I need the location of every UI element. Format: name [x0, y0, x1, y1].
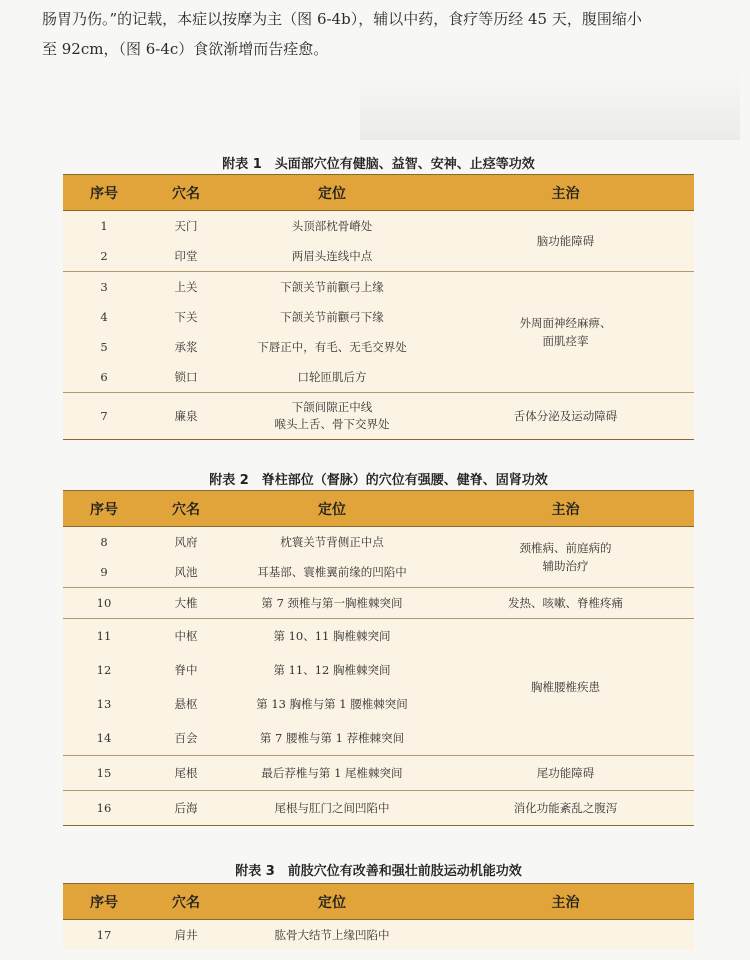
row-loc: 头顶部枕骨嵴处 — [291, 219, 373, 233]
background-bleed — [360, 70, 740, 140]
row-loc: 第 7 颈椎与第一胸椎棘突间 — [227, 588, 437, 619]
row-num: 10 — [63, 588, 145, 619]
zhu-line: 辅助治疗 — [542, 559, 589, 573]
header-loc: 定位 — [227, 175, 437, 211]
row-loc: 第 7 腰椎与第 1 荐椎棘突间 — [227, 721, 437, 756]
table2-header-row — [63, 491, 694, 527]
row-name: 上关 — [174, 280, 198, 294]
row-num: 9 — [63, 557, 145, 588]
table1 — [63, 174, 694, 440]
row-zhu: 消化功能紊乱之腹泻 — [437, 791, 694, 826]
row-name: 百会 — [145, 721, 227, 756]
table-row — [63, 272, 694, 303]
row-loc: 最后荐椎与第 1 尾椎棘突间 — [227, 756, 437, 791]
row-name: 风府 — [174, 535, 198, 549]
row-name: 后海 — [145, 791, 227, 826]
row-loc: 肱骨大结节上缘凹陷中 — [274, 928, 390, 942]
row-num: 11 — [96, 629, 112, 643]
row-zhu: 胸椎腰椎疾患 — [437, 619, 694, 756]
row-zhu — [437, 920, 694, 951]
table1-header-row — [63, 175, 694, 211]
header-zhu: 主治 — [437, 175, 694, 211]
zhu-line: 面肌痉挛 — [542, 334, 589, 348]
row-loc: 尾根与肛门之间凹陷中 — [227, 791, 437, 826]
header-num: 序号 — [63, 175, 145, 211]
row-name: 承浆 — [174, 340, 198, 354]
row-name: 廉泉 — [145, 393, 227, 440]
row-num: 15 — [63, 756, 145, 791]
intro-line-1: 肠胃乃伤。”的记载，本症以按摩为主（图 6-4b），辅以中药，食疗等历经 45 天，腹围缩小 — [42, 10, 642, 28]
zhu-line: 外周面神经麻痹、 — [519, 316, 612, 330]
zhu-line: 颈椎病、前庭病的 — [519, 541, 612, 555]
table3-caption: 附表 3 前肢穴位有改善和强壮前肢运动机能功效 — [235, 864, 522, 879]
loc-line: 喉头上舌、骨下交界处 — [274, 417, 390, 431]
row-name: 天门 — [174, 219, 198, 233]
table-row — [63, 393, 694, 440]
intro-paragraph — [42, 4, 722, 64]
row-loc: 耳基部、寰椎翼前缘的凹陷中 — [227, 557, 437, 588]
row-num: 7 — [63, 393, 145, 440]
table3-header-row — [63, 884, 694, 920]
row-name: 锁口 — [145, 362, 227, 393]
row-num: 3 — [100, 280, 108, 294]
row-num: 4 — [100, 310, 108, 324]
row-num: 12 — [96, 663, 112, 677]
table-row — [63, 211, 694, 242]
row-loc: 枕寰关节背侧正中点 — [280, 535, 384, 549]
table-row — [63, 920, 694, 951]
table-row — [63, 527, 694, 558]
row-loc: 第 11、12 胸椎棘突间 — [273, 663, 391, 677]
row-num: 6 — [63, 362, 145, 393]
table2-caption: 附表 2 脊柱部位（督脉）的穴位有强腰、健脊、固肾功效 — [209, 473, 548, 488]
row-zhu: 脑功能障碍 — [437, 211, 694, 272]
row-num: 14 — [63, 721, 145, 756]
header-name: 穴名 — [145, 491, 227, 527]
header-loc: 定位 — [227, 491, 437, 527]
loc-line: 下颌间隙正中线 — [291, 400, 373, 414]
intro-line-2: 至 92cm，（图 6-4c）食欲渐增而告痊愈。 — [42, 40, 329, 58]
table-row — [63, 619, 694, 654]
header-zhu: 主治 — [437, 491, 694, 527]
row-num: 5 — [100, 340, 108, 354]
row-loc: 第 10、11 胸椎棘突间 — [273, 629, 391, 643]
table-row — [63, 756, 694, 791]
row-name: 中枢 — [174, 629, 198, 643]
row-num: 8 — [100, 535, 108, 549]
row-loc: 下颌关节前颧弓上缘 — [280, 280, 384, 294]
row-zhu: 发热、咳嗽、脊椎疼痛 — [437, 588, 694, 619]
row-loc: 第 13 胸椎与第 1 腰椎棘突间 — [256, 697, 408, 711]
table-row — [63, 791, 694, 826]
row-name: 风池 — [145, 557, 227, 588]
row-loc: 口轮匝肌后方 — [227, 362, 437, 393]
header-name: 穴名 — [145, 175, 227, 211]
table3 — [63, 883, 694, 950]
row-name: 下关 — [174, 310, 198, 324]
header-num: 序号 — [63, 491, 145, 527]
table-row — [63, 588, 694, 619]
row-num: 17 — [96, 928, 112, 942]
row-name: 悬枢 — [174, 697, 198, 711]
row-loc: 两眉头连线中点 — [227, 241, 437, 272]
row-zhu — [437, 527, 694, 588]
header-name: 穴名 — [145, 884, 227, 920]
header-zhu: 主治 — [437, 884, 694, 920]
row-zhu: 尾功能障碍 — [437, 756, 694, 791]
row-loc: 下唇正中，有毛、无毛交界处 — [257, 340, 407, 354]
header-num: 序号 — [63, 884, 145, 920]
row-num: 16 — [63, 791, 145, 826]
row-num: 13 — [96, 697, 112, 711]
table2 — [63, 490, 694, 826]
table1-caption: 附表 1 头面部穴位有健脑、益智、安神、止痉等功效 — [222, 157, 535, 172]
row-name: 印堂 — [145, 241, 227, 272]
row-name: 大椎 — [145, 588, 227, 619]
row-zhu: 舌体分泌及运动障碍 — [437, 393, 694, 440]
row-name: 脊中 — [174, 663, 198, 677]
header-loc: 定位 — [227, 884, 437, 920]
row-loc: 下颌关节前颧弓下缘 — [280, 310, 384, 324]
row-num: 2 — [63, 241, 145, 272]
row-loc — [227, 393, 437, 440]
row-num: 1 — [100, 219, 108, 233]
row-name: 肩井 — [174, 928, 198, 942]
row-name: 尾根 — [145, 756, 227, 791]
row-zhu — [437, 272, 694, 393]
